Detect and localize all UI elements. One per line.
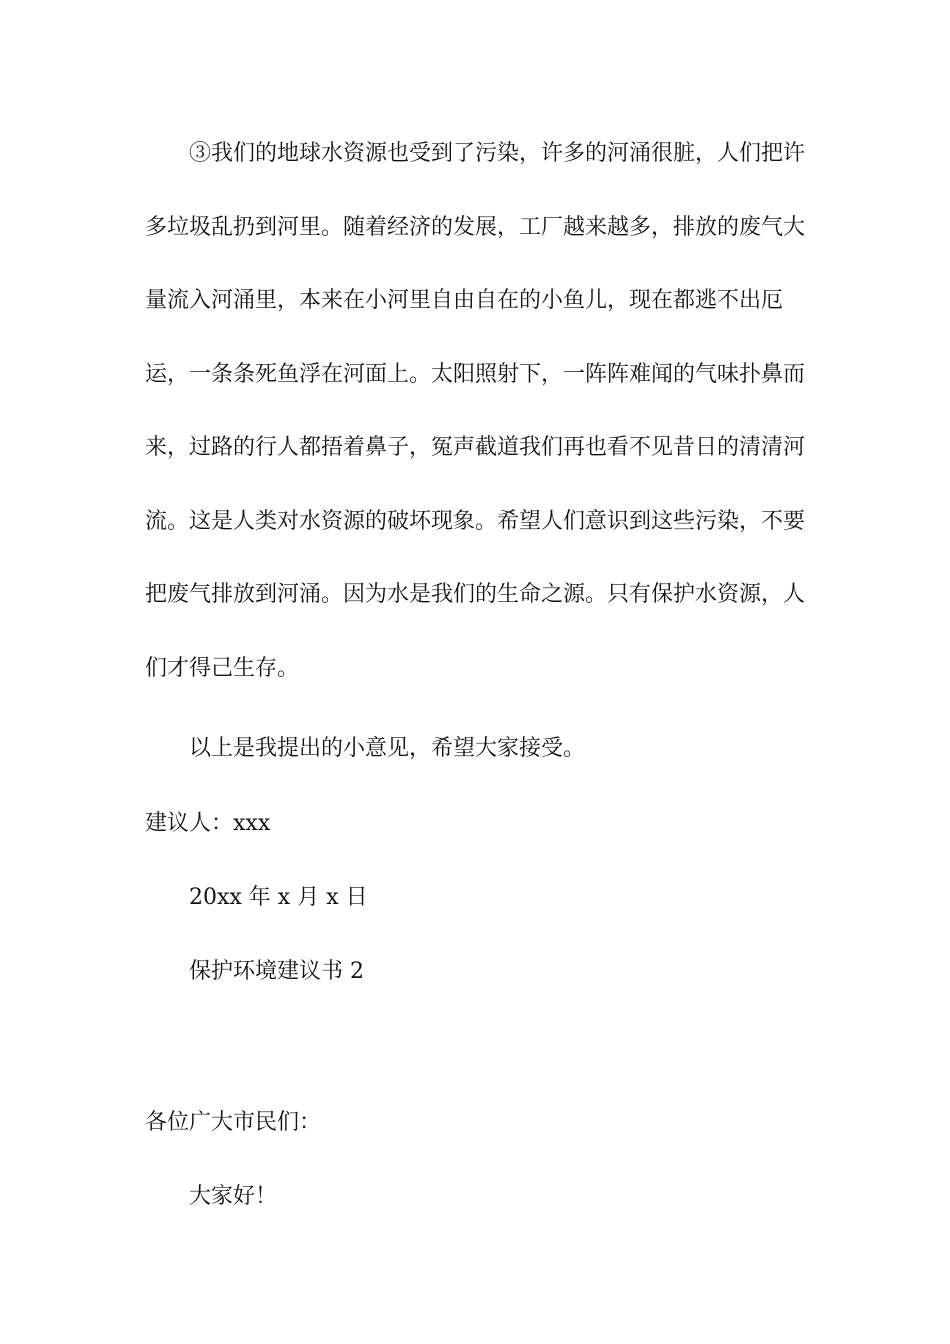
greeting: 大家好！	[189, 1184, 278, 1209]
paragraph-water-pollution: ③我们的地球水资源也受到了污染，许多的河涌很脏，人们把许多垃圾乱扔到河里。随着经济的发展，工厂越来越多，排放的废气大量流入河涌里，本来在小河里自由自在的小鱼儿，现在都逃不出厄运，一条条死鱼浮在河面上。太阳照射下，一阵阵难闻的气味扑鼻而来，过路的行人都捂着鼻子，冤声截道我们再也看不见昔日的清清河流。这是人类对水资源的破坏现象。希望人们意识到这些污染，不要把废气排放到河涌。因为水是我们的生命之源。只有保护水资源，人们才得己生存。	[145, 141, 806, 681]
signer-line: 建议人：xxx	[145, 811, 271, 836]
section-title: 保护环境建议书 2	[189, 959, 364, 984]
date-line: 20xx 年 x 月 x 日	[189, 885, 368, 910]
closing-remark: 以上是我提出的小意见，希望大家接受。	[189, 736, 586, 761]
salutation: 各位广大市民们：	[145, 1110, 322, 1135]
